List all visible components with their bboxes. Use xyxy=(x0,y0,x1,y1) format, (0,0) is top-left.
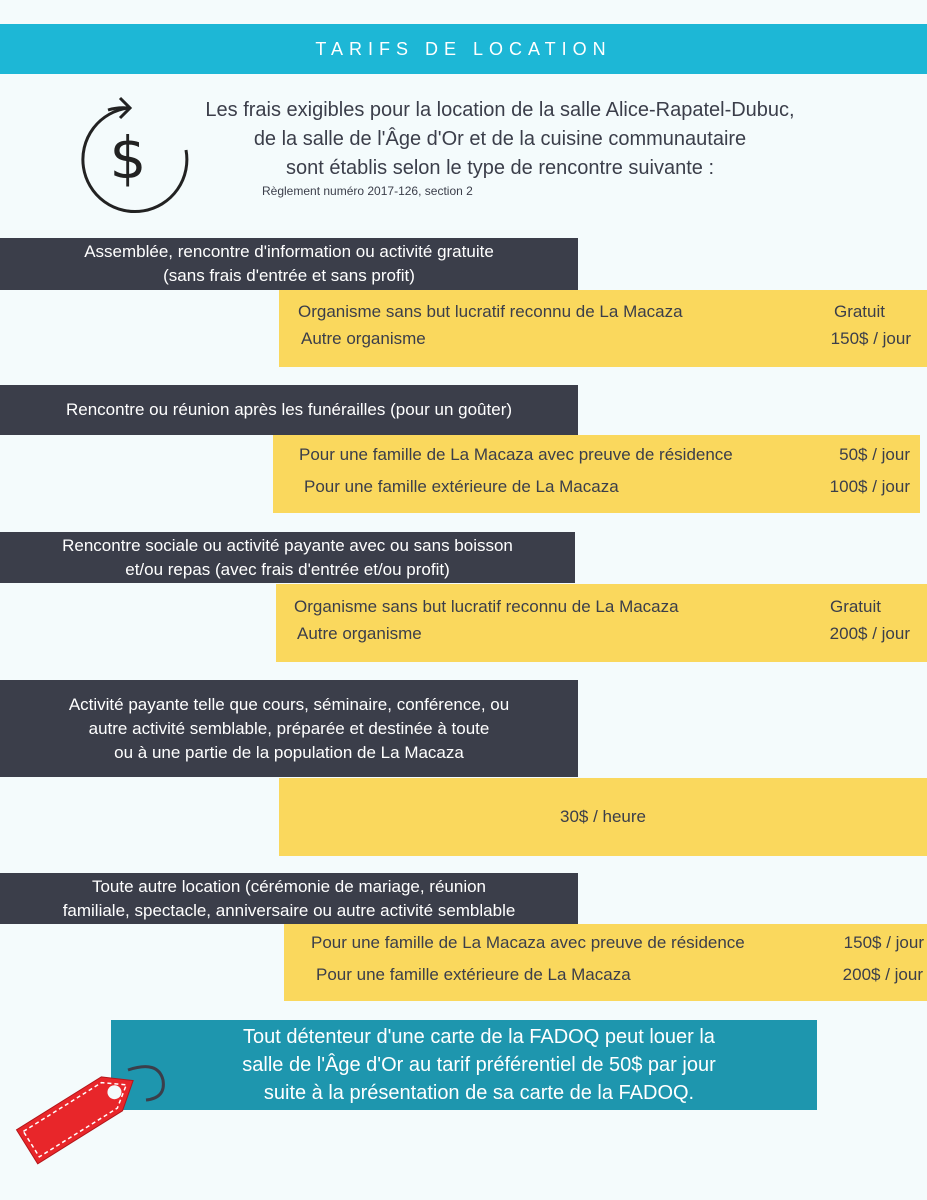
rate-label: Pour une famille de La Macaza avec preuve de résidence xyxy=(311,933,745,952)
rate-row xyxy=(279,327,927,351)
rate-value: 150$ / jour xyxy=(843,933,924,952)
rate-value: 100$ / jour xyxy=(829,477,910,496)
category-line: familiale, spectacle, anniversaire ou autre activité semblable xyxy=(62,900,516,920)
category-line: (sans frais d'entrée et sans profit) xyxy=(163,266,415,285)
category-line: autre activité semblable, préparée et destinée à toute xyxy=(88,718,490,738)
rate-value: 30$ / heure xyxy=(559,807,646,826)
intro-line: Les frais exigibles pour la location de la salle Alice-Rapatel-Dubuc, xyxy=(205,99,795,121)
rate-row xyxy=(279,300,927,324)
rate-value: 200$ / jour xyxy=(842,965,923,984)
rates-funeral-gathering xyxy=(273,435,920,513)
fadoq-notice xyxy=(111,1020,817,1110)
fadoq-line: salle de l'Âge d'Or au tarif préférentiel de 50$ par jour xyxy=(242,1054,716,1076)
rate-label: Pour une famille extérieure de La Macaza xyxy=(304,477,619,496)
rates-other-rental xyxy=(284,924,927,1001)
intro-text xyxy=(140,96,860,198)
fadoq-line: Tout détenteur d'une carte de la FADOQ peut louer la xyxy=(243,1026,715,1048)
category-line: et/ou repas (avec frais d'entrée et/ou profit) xyxy=(125,559,450,579)
category-paid-course xyxy=(0,680,578,777)
rate-row xyxy=(273,443,920,467)
rate-label: Pour une famille de La Macaza avec preuve de résidence xyxy=(299,445,733,464)
rates-paid-course xyxy=(279,778,927,856)
intro-line: de la salle de l'Âge d'Or et de la cuisine communautaire xyxy=(253,128,747,150)
rate-row xyxy=(276,622,927,646)
category-free-activity xyxy=(0,238,578,290)
regulation-reference: Règlement numéro 2017-126, section 2 xyxy=(262,184,473,198)
rate-row xyxy=(273,475,920,499)
rate-label: Pour une famille extérieure de La Macaza xyxy=(316,965,631,984)
category-line: ou à une partie de la population de La Macaza xyxy=(114,742,464,762)
rate-label: Autre organisme xyxy=(301,329,426,348)
category-funeral-gathering xyxy=(0,385,578,435)
category-line: Activité payante telle que cours, séminaire, conférence, ou xyxy=(68,694,510,714)
rate-value: 150$ / jour xyxy=(830,329,911,348)
category-social-paid-activity xyxy=(0,532,575,583)
page-title: TARIFS DE LOCATION xyxy=(0,24,927,74)
fadoq-line: suite à la présentation de sa carte de la FADOQ. xyxy=(263,1082,695,1104)
rate-label: Organisme sans but lucratif reconnu de La Macaza xyxy=(294,597,679,616)
rate-label: Autre organisme xyxy=(297,624,422,643)
rate-row xyxy=(276,595,927,619)
rates-free-activity xyxy=(279,290,927,367)
category-line: Rencontre sociale ou activité payante avec ou sans boisson xyxy=(62,535,513,555)
category-line: Toute autre location (cérémonie de mariage, réunion xyxy=(91,876,487,896)
rate-value: Gratuit xyxy=(829,597,881,616)
rate-row xyxy=(284,963,927,987)
category-line: Rencontre ou réunion après les funérailles (pour un goûter) xyxy=(65,400,513,419)
svg-text:$: $ xyxy=(109,124,147,192)
rate-value: 50$ / jour xyxy=(839,445,910,464)
category-other-rental xyxy=(0,873,578,924)
category-line: Assemblée, rencontre d'information ou activité gratuite xyxy=(84,242,494,261)
rate-row xyxy=(284,931,927,955)
rate-value: 200$ / jour xyxy=(829,624,910,643)
price-tag-icon xyxy=(8,1040,178,1170)
intro-line: sont établis selon le type de rencontre suivante : xyxy=(285,157,715,179)
rate-label: Organisme sans but lucratif reconnu de La Macaza xyxy=(298,302,683,321)
rate-value: Gratuit xyxy=(833,302,885,321)
rates-social-paid-activity xyxy=(276,584,927,662)
